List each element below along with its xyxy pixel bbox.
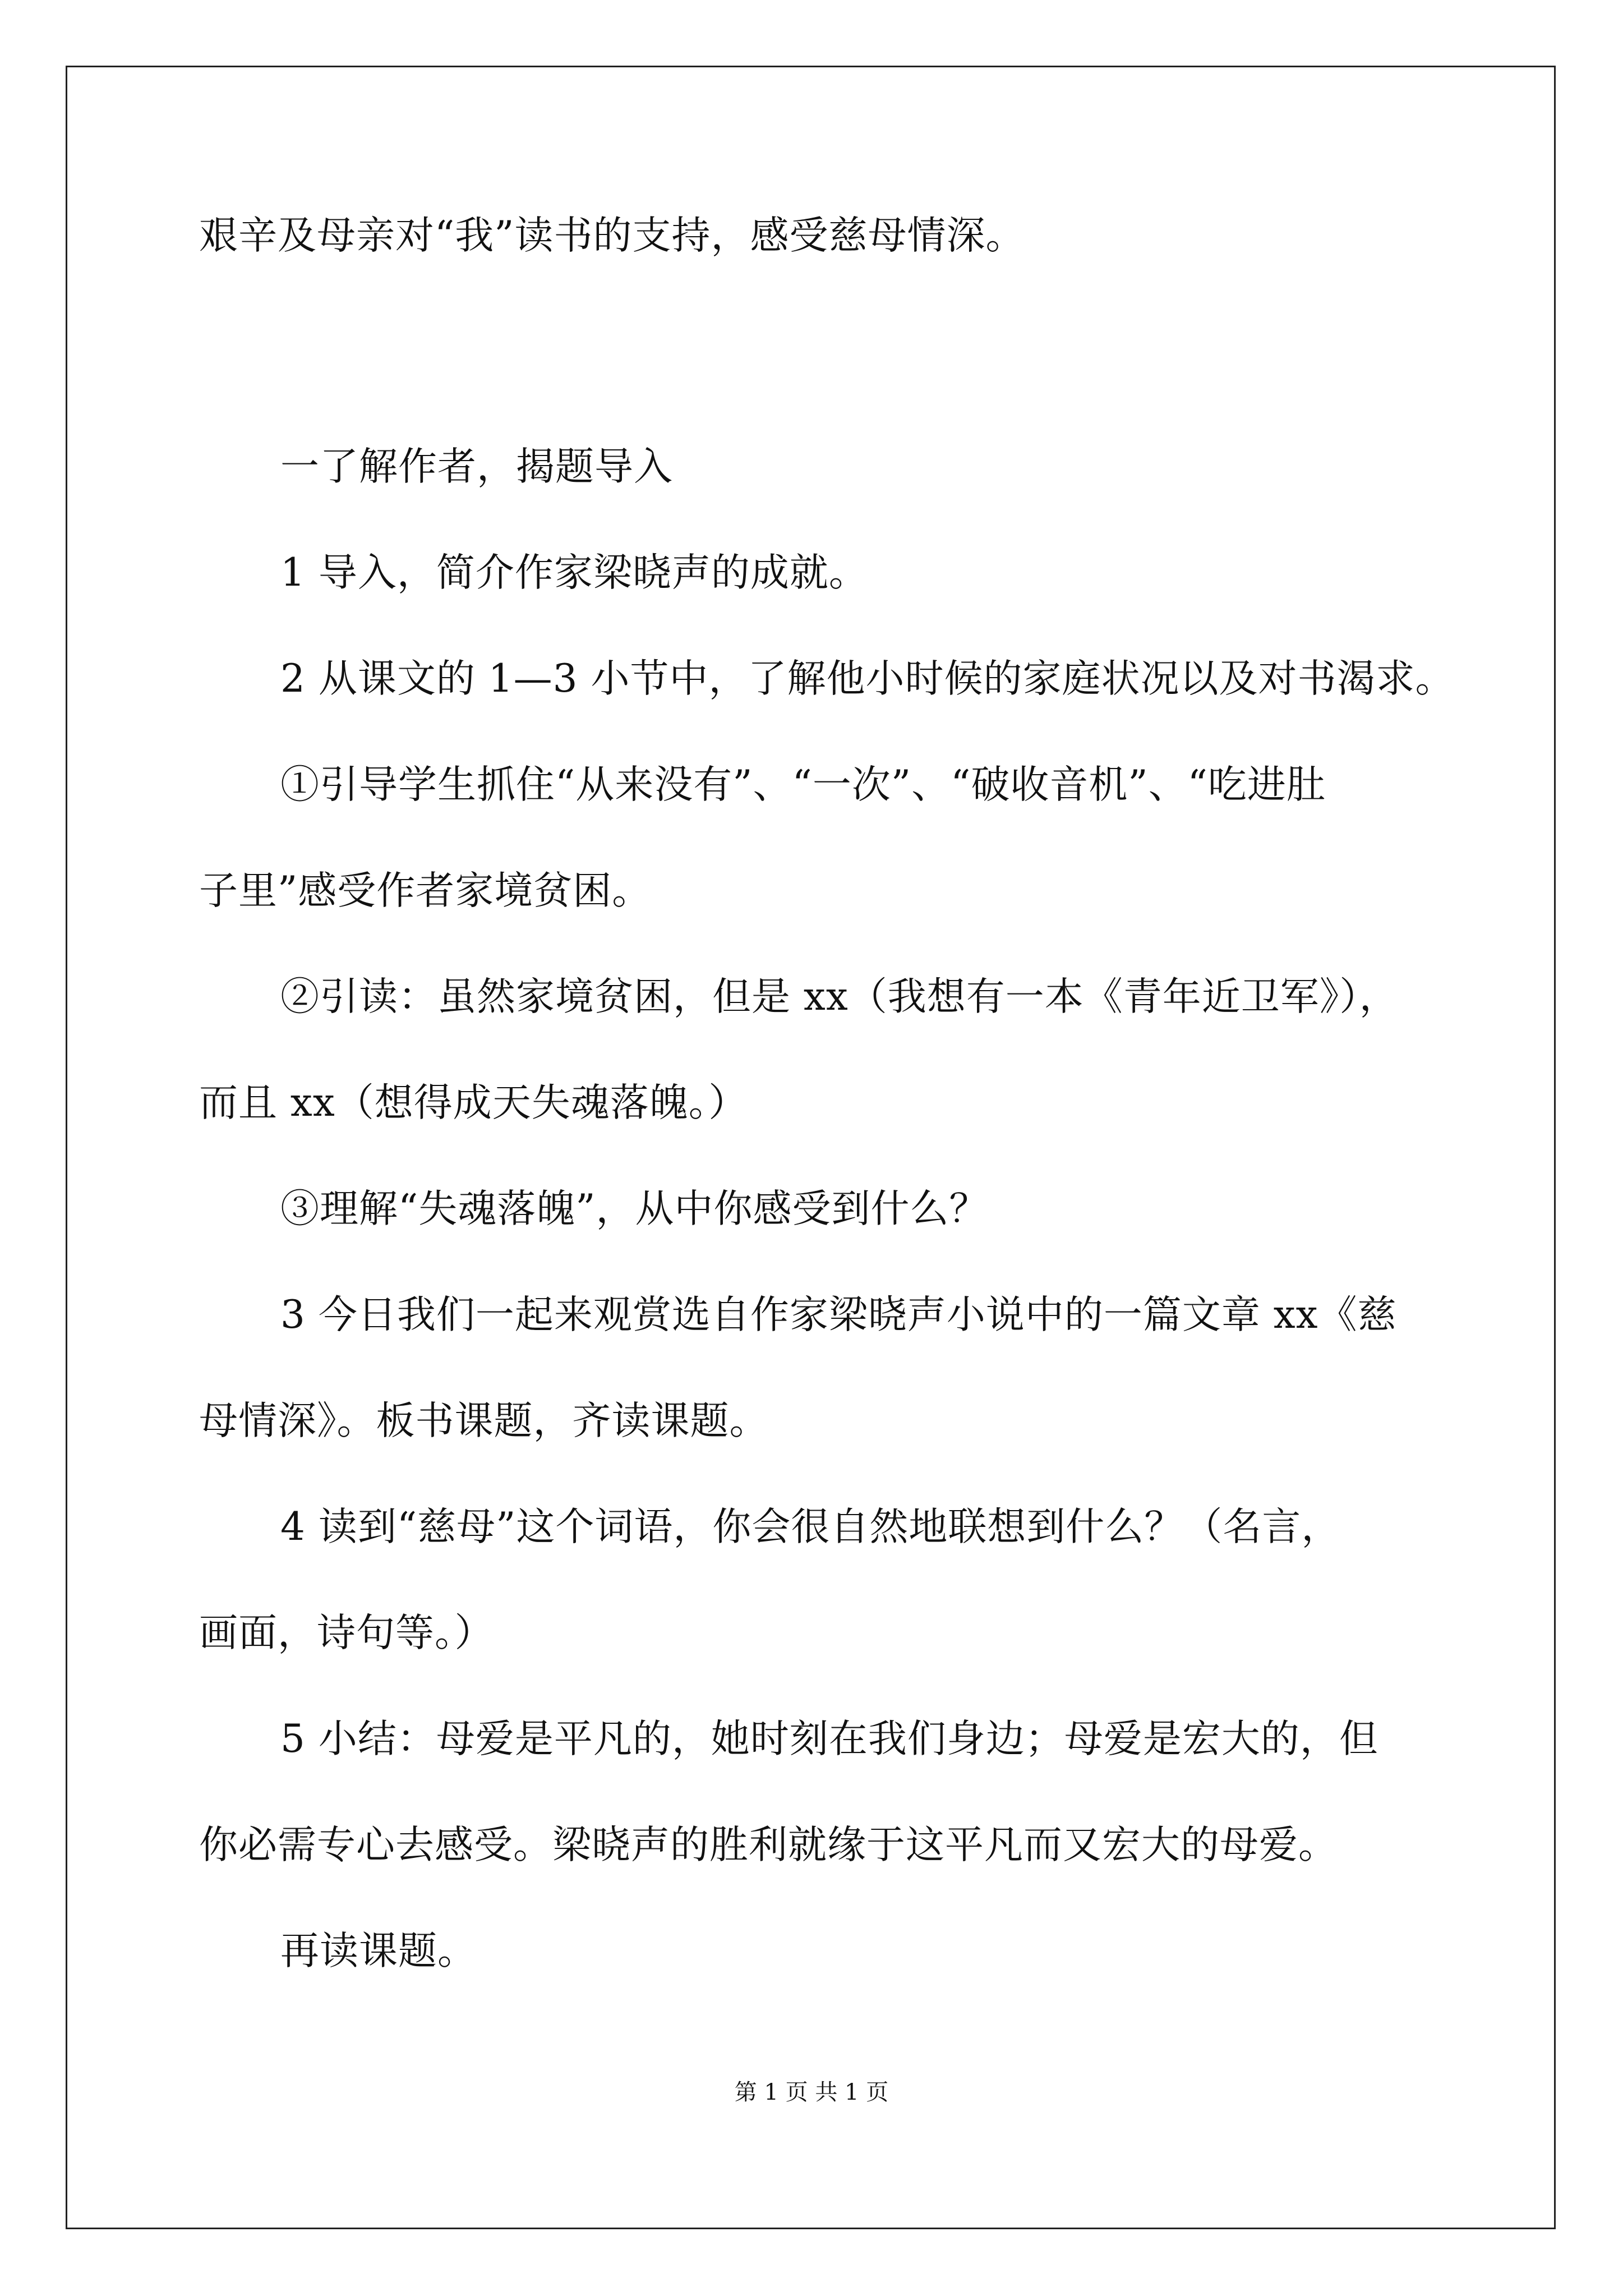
body-line-15: 你必需专心去感受。梁晓声的胜利就缘于这平凡而又宏大的母爱。 — [199, 1823, 1338, 1867]
body-line-7: ②引读：虽然家境贫困，但是 xx（我想有一本《青年近卫军》）， — [280, 974, 1399, 1019]
body-line-16: 再读课题。 — [280, 1929, 477, 1973]
body-line-1: 艰辛及母亲对“我”读书的支持，感受慈母情深。 — [199, 213, 1025, 258]
body-line-4: 2 从课文的 1—3 小节中，了解他小时候的家庭状况以及对书渴求。 — [280, 656, 1455, 701]
body-line-3: 1 导入，简介作家梁晓声的成就。 — [280, 550, 868, 595]
body-line-6: 子里”感受作者家境贫困。 — [199, 868, 652, 913]
page-border — [66, 66, 1556, 2229]
body-line-12: 4 读到“慈母”这个词语，你会很自然地联想到什么？（名言， — [280, 1504, 1341, 1549]
body-line-11: 母情深》。板书课题，齐读课题。 — [199, 1398, 769, 1443]
body-line-8: 而且 xx（想得成天失魂落魄。） — [199, 1080, 748, 1125]
section-heading: 一了解作者，揭题导入 — [280, 444, 673, 489]
body-line-14: 5 小结：母爱是平凡的，她时刻在我们身边；母爱是宏大的，但 — [280, 1717, 1378, 1761]
body-line-5: ①引导学生抓住“从来没有”、“一次”、“破收音机”、“吃进肚 — [280, 762, 1326, 807]
body-line-13: 画面，诗句等。） — [199, 1611, 494, 1655]
body-line-9: ③理解“失魂落魄”，从中你感受到什么？ — [280, 1186, 989, 1231]
page-number-footer: 第 1 页 共 1 页 — [734, 2079, 889, 2105]
body-line-10: 3 今日我们一起来观赏选自作家梁晓声小说中的一篇文章 xx《慈 — [280, 1292, 1397, 1337]
